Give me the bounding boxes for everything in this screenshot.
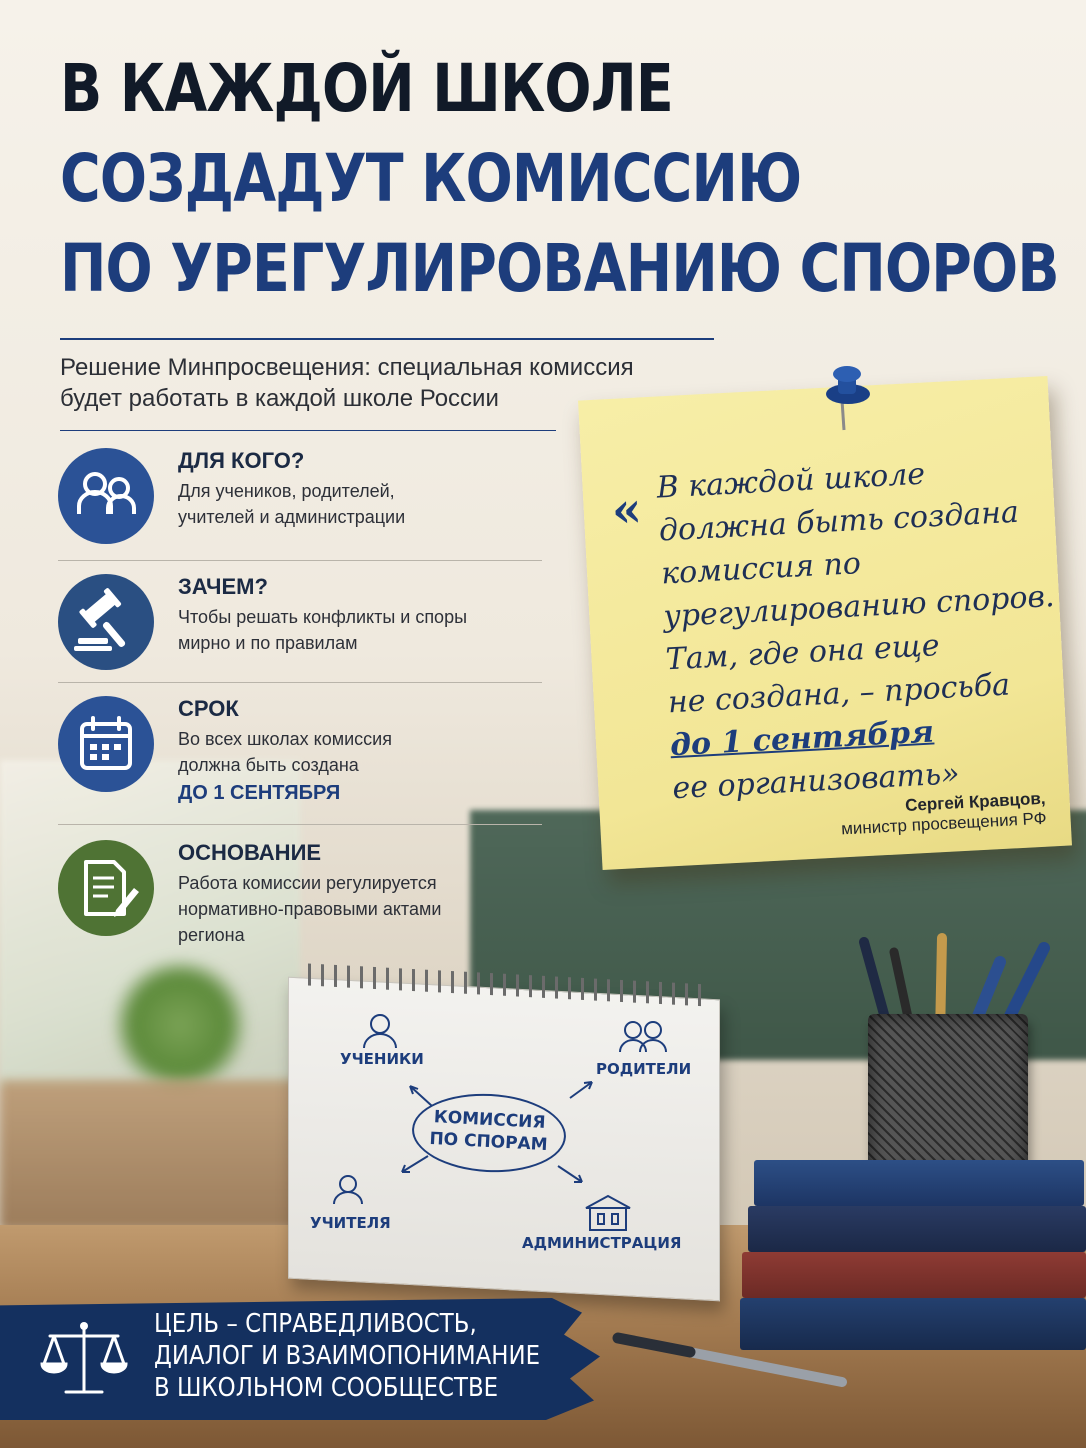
pen-cup xyxy=(868,1014,1028,1174)
info-deadline xyxy=(58,696,548,816)
goal-banner xyxy=(0,1298,600,1420)
quote-line: ее организовать» xyxy=(671,756,961,807)
banner-text xyxy=(154,1308,593,1404)
banner-line-2: ДИАЛОГ И ВЗАИМОПОНИМАНИЕ xyxy=(154,1341,541,1371)
scales-icon xyxy=(38,1318,130,1400)
parents-label: РОДИТЕЛИ xyxy=(596,1060,692,1078)
info-text: Во всех школах комиссия должна быть создана xyxy=(178,729,392,775)
title-line-1: В КАЖДОЙ ШКОЛЕ xyxy=(60,50,673,127)
divider xyxy=(58,824,542,825)
title-line-3: ПО УРЕГУЛИРОВАНИЮ СПОРОВ xyxy=(60,230,1059,307)
students-label: УЧЕНИКИ xyxy=(340,1050,424,1068)
quote-mark: « xyxy=(610,481,644,539)
quote-line: должна быть создана xyxy=(658,494,1020,549)
info-why xyxy=(58,574,548,684)
book xyxy=(748,1206,1086,1252)
book xyxy=(754,1160,1084,1206)
banner-line-1: ЦЕЛЬ – СПРАВЕДЛИВОСТЬ, xyxy=(154,1309,477,1339)
quote-line: не создана, – просьба xyxy=(667,667,1011,721)
info-for-whom xyxy=(58,448,548,558)
info-heading: ОСНОВАНИЕ xyxy=(178,840,322,865)
quote-line: урегулированию споров. xyxy=(662,578,1056,635)
author-name: Сергей Кравцов, xyxy=(904,788,1046,816)
commission-label-1: КОМИССИЯ xyxy=(433,1107,547,1133)
people-icon xyxy=(58,448,154,544)
title-divider xyxy=(60,338,714,340)
quote-line-highlight: до 1 сентября xyxy=(669,714,935,764)
info-heading: СРОК xyxy=(178,696,239,721)
book xyxy=(742,1252,1086,1298)
quote-sticky-note xyxy=(578,376,1072,870)
quote-text xyxy=(655,447,1056,810)
page-title xyxy=(60,44,1086,314)
author-role: министр просвещения РФ xyxy=(840,808,1048,839)
pushpin-icon xyxy=(818,360,878,432)
info-heading: ЗАЧЕМ? xyxy=(178,574,268,599)
banner-line-3: В ШКОЛЬНОМ СООБЩЕСТВЕ xyxy=(154,1373,499,1403)
divider xyxy=(58,560,542,561)
info-text: Чтобы решать конфликты и споры мирно и по правилам xyxy=(178,607,468,653)
subtitle-divider xyxy=(60,430,556,431)
calendar-icon xyxy=(58,696,154,792)
gavel-icon xyxy=(58,574,154,670)
commission-label-2: ПО СПОРАМ xyxy=(428,1128,549,1156)
quote-line: В каждой школе xyxy=(655,456,926,506)
info-basis xyxy=(58,840,548,960)
administration-label: АДМИНИСТРАЦИЯ xyxy=(522,1234,682,1252)
pen xyxy=(610,1330,850,1390)
info-heading: ДЛЯ КОГО? xyxy=(178,448,305,473)
deadline-highlight: ДО 1 СЕНТЯБРЯ xyxy=(178,782,341,804)
info-text: Для учеников, родителей, учителей и администрации xyxy=(178,481,406,527)
plant xyxy=(110,960,250,1090)
quote-line: Там, где она еще xyxy=(664,628,941,678)
teachers-label: УЧИТЕЛЯ xyxy=(310,1214,391,1232)
divider xyxy=(58,682,542,683)
title-line-2: СОЗДАДУТ КОМИССИЮ xyxy=(60,140,802,217)
subtitle: Решение Минпросвещения: специальная комиссия будет работать в каждой школе России xyxy=(60,354,634,412)
document-pen-icon xyxy=(58,840,154,936)
quote-line: комиссия по xyxy=(660,546,862,592)
info-text: Работа комиссии регулируется нормативно-правовыми актами региона xyxy=(178,873,442,945)
desk-calendar xyxy=(268,978,738,1308)
